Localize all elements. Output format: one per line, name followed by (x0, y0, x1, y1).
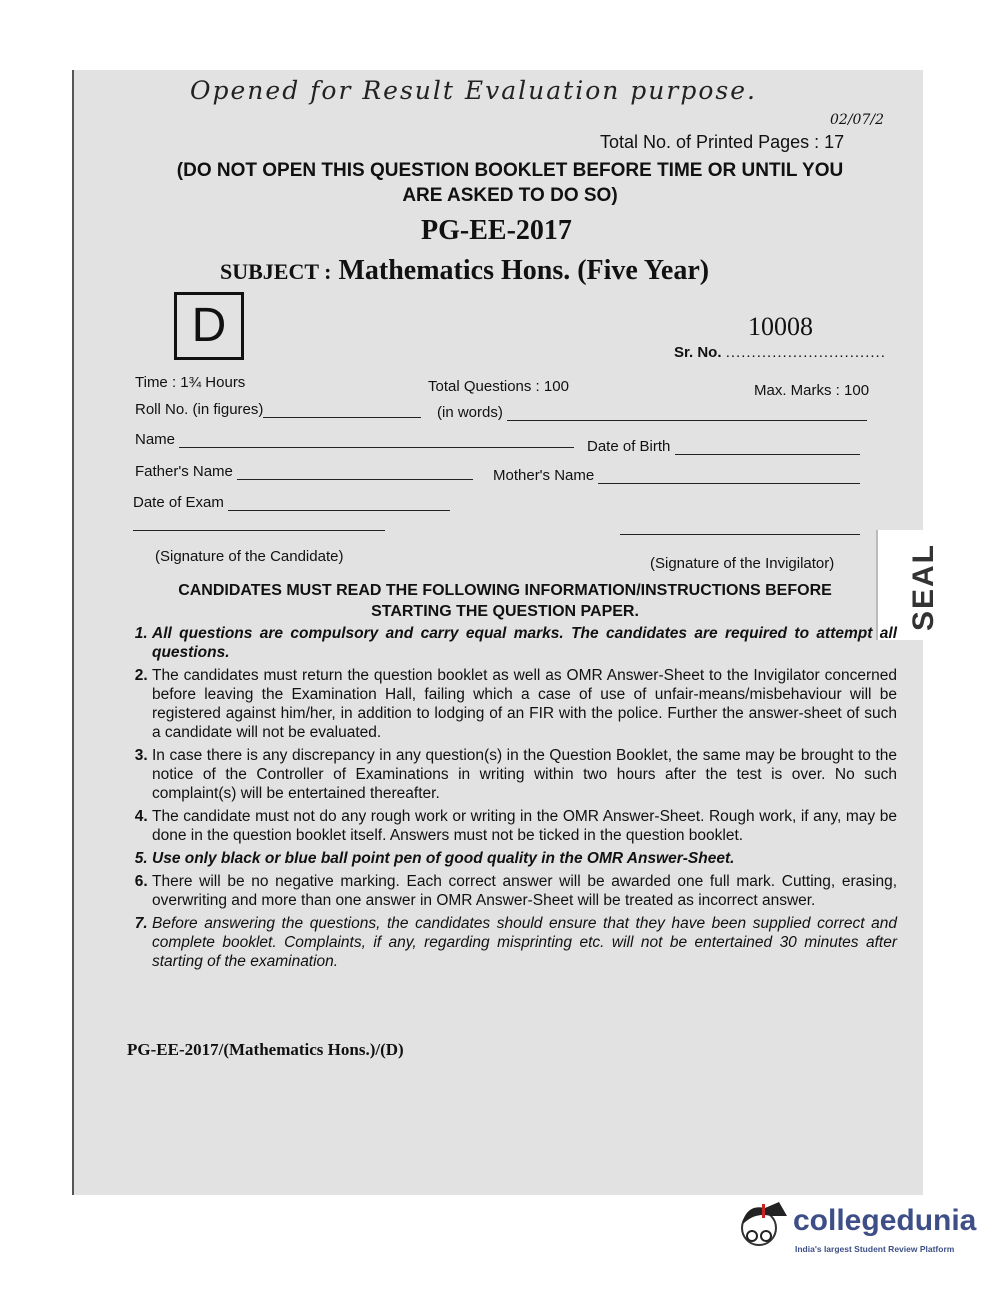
instruction-item: 7. Before answering the questions, the candidates should ensure that they have been supplied correct and complete booklet. Complaints, if any, regarding misprinting etc. will not be entertained 30 minutes after starting of the examination. (152, 914, 897, 971)
label: Date of Exam (133, 494, 224, 511)
handwritten-note: Opened for Result Evaluation purpose. (190, 76, 757, 105)
collegedunia-logo (735, 1198, 977, 1268)
warning-line: ARE ASKED TO DO SO) (402, 185, 618, 206)
mascot-icon (735, 1198, 791, 1258)
candidate-signature-label: (Signature of the Candidate) (155, 548, 344, 565)
instructions-list (128, 624, 897, 975)
warning (130, 158, 890, 208)
label: Date of Birth (587, 438, 671, 455)
seal-text: SEAL (907, 542, 941, 632)
label: Father's Name (135, 463, 233, 480)
warning-line: (DO NOT OPEN THIS QUESTION BOOKLET BEFORE TIME OR UNTIL YOU (176, 160, 844, 181)
instruction-item: 3. In case there is any discrepancy in any question(s) in the Question Booklet, the same may be brought to the notice of the Controller of Examinations in writing within two hours after the test is over. No such complaint(s) will be entertained thereafter. (152, 746, 897, 803)
sr-no-label: Sr. No. (674, 344, 722, 361)
subject-value: Mathematics Hons. (Five Year) (338, 255, 710, 286)
heading-line: CANDIDATES MUST READ THE FOLLOWING INFORMATION/INSTRUCTIONS BEFORE (178, 582, 832, 599)
father-name-field[interactable] (135, 463, 473, 480)
instruction-item: 4. The candidate must not do any rough work or writing in the OMR Answer-Sheet. Rough work, if any, may be done in the question booklet itself. Answers must not be ticked in the question booklet. (152, 807, 897, 845)
logo-tagline: India's largest Student Review Platform (795, 1244, 955, 1254)
invigilator-signature-label: (Signature of the Invigilator) (650, 555, 835, 572)
instruction-item: 6. There will be no negative marking. Each correct answer will be awarded one full mark. Cutting, erasing, overwriting and more than one answer in OMR Answer-Sheet will be treated as incorrect answer. (152, 872, 897, 910)
label: Name (135, 431, 176, 448)
sr-no: Sr. No. ............................... (674, 344, 886, 361)
footer-code: PG-EE-2017/(Mathematics Hons.)/(D) (127, 1040, 404, 1059)
time: Time : 1¾ Hours (135, 374, 246, 391)
instruction-item: 1. All questions are compulsory and carry equal marks. The candidates are required to attempt all questions. (152, 624, 897, 662)
instruction-item: 5. Use only black or blue ball point pen of good quality in the OMR Answer-Sheet. (152, 849, 897, 868)
label: Mother's Name (493, 467, 595, 484)
label: Roll No. (in figures) (135, 401, 264, 418)
instruction-item: 2. The candidates must return the question booklet as well as OMR Answer-Sheet to the Invigilator concerned before leaving the Examination Hall, failing which a case of use of unfair-means/misbehaviour will be registered against him/her, in addition to lodging of an FIR with the police. Further the answer-sheet of such a candidate will not be evaluated. (152, 666, 897, 742)
heading-line: STARTING THE QUESTION PAPER. (371, 603, 639, 620)
max-marks: Max. Marks : 100 (754, 382, 870, 399)
sr-no-value: 10008 (748, 312, 813, 341)
instructions-heading (140, 580, 870, 622)
mother-name-field[interactable] (493, 467, 860, 484)
roll-words-field[interactable] (437, 404, 867, 421)
dob-field[interactable] (587, 438, 860, 455)
candidate-signature-line[interactable] (133, 530, 385, 531)
booklet-set: D (174, 292, 244, 360)
name-field[interactable] (135, 431, 574, 448)
exam-code: PG-EE-2017 (421, 215, 572, 246)
handwritten-date: 02/07/2 (830, 112, 884, 128)
printed-pages: Total No. of Printed Pages : 17 (600, 132, 845, 152)
exam-date-field[interactable] (133, 494, 450, 511)
roll-figures-field[interactable] (135, 401, 421, 418)
logo-name: collegedunia (793, 1204, 977, 1237)
total-questions: Total Questions : 100 (428, 378, 569, 395)
subject (220, 255, 709, 287)
invigilator-signature-line[interactable] (620, 534, 860, 535)
label: (in words) (437, 404, 503, 421)
subject-label: SUBJECT : (220, 259, 332, 284)
